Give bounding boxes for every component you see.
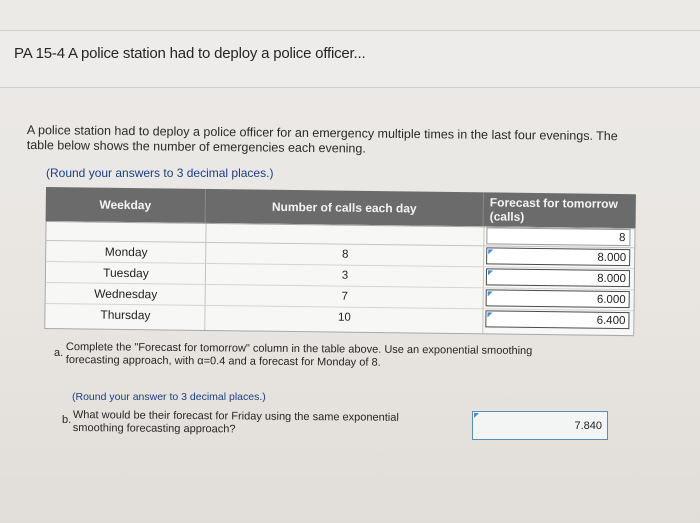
round-instruction: (Round your answers to 3 decimal places.) xyxy=(46,166,274,180)
weekday-cell: Wednesday xyxy=(94,286,158,302)
input-marker-icon xyxy=(488,270,493,275)
calls-cell: 7 xyxy=(341,290,348,303)
input-marker-icon xyxy=(488,291,493,296)
question-b-round-instruction: (Round your answer to 3 decimal places.) xyxy=(72,391,266,403)
question-a-text: Complete the "Forecast for tomorrow" column in the table above. Use an exponential smoothing forecasting approach, with α=0.4 and a forecast for Monday of 8. xyxy=(65,341,533,369)
weekday-cell: Thursday xyxy=(100,307,151,323)
input-marker-icon xyxy=(487,312,492,317)
friday-forecast-value: 7.840 xyxy=(574,419,602,432)
forecast-value: 8.000 xyxy=(597,272,626,285)
forecast-input[interactable] xyxy=(486,247,630,266)
calls-cell: 3 xyxy=(341,269,349,282)
forecast-value: 6.400 xyxy=(596,314,626,327)
forecast-value: 8.000 xyxy=(597,251,627,264)
forecast-input[interactable] xyxy=(486,289,630,308)
initial-forecast-cell: 8 xyxy=(486,227,630,246)
calls-cell: 8 xyxy=(341,248,349,261)
calls-cell: 10 xyxy=(337,311,351,324)
question-b-text: What would be their forecast for Friday using the same exponential smoothing forecasting approach? xyxy=(72,409,399,436)
forecast-value: 6.000 xyxy=(596,293,626,306)
friday-forecast-input[interactable] xyxy=(472,411,608,440)
forecast-table xyxy=(44,187,636,339)
input-marker-icon xyxy=(474,413,479,418)
question-a-letter: a. xyxy=(54,347,64,359)
input-marker-icon xyxy=(488,249,493,254)
column-header-forecast: Forecast for tomorrow (calls) xyxy=(489,195,618,224)
forecast-input[interactable] xyxy=(485,310,629,329)
page-title: PA 15-4 A police station had to deploy a police officer... xyxy=(14,45,366,62)
problem-intro: A police station had to deploy a police officer for an emergency multiple times in the last four evenings. The table below shows the number of emergencies each evening. xyxy=(26,123,618,156)
weekday-cell: Tuesday xyxy=(103,265,149,281)
column-header-calls: Number of calls each day xyxy=(206,189,484,226)
table-body xyxy=(44,221,635,336)
weekday-cell: Monday xyxy=(104,244,148,260)
column-header-weekday: Weekday xyxy=(46,187,206,223)
forecast-input[interactable] xyxy=(486,268,630,287)
question-b-letter: b. xyxy=(62,414,72,426)
